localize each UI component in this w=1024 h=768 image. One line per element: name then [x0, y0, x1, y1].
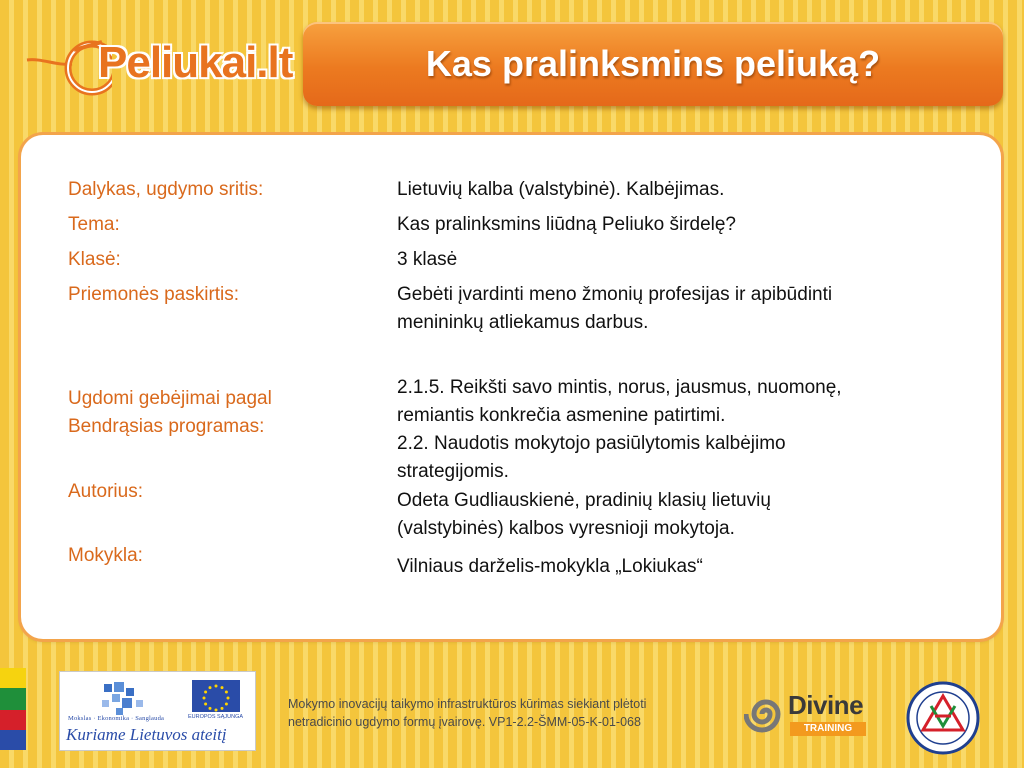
peliukai-logo[interactable]	[22, 30, 293, 100]
label-purpose: Priemonės paskirtis:	[68, 284, 240, 305]
value-author-line2: (valstybinės) kalbos vyresnioji mokytoja.	[397, 518, 735, 539]
value-author-line1: Odeta Gudliauskienė, pradinių klasių lietuvių	[397, 490, 771, 511]
label-grade: Klasė:	[68, 249, 121, 270]
title-bar	[303, 22, 1003, 106]
divine-text: Divine	[788, 690, 864, 720]
logo-text: Peliukai.lt	[98, 38, 293, 87]
value-skills-line1: 2.1.5. Reikšti savo mintis, norus, jausmus, nuomonę,	[397, 377, 842, 398]
flag-strip-yellow	[0, 668, 26, 688]
label-subject: Dalykas, ugdymo sritis:	[68, 179, 264, 200]
value-school: Vilniaus darželis-mokykla „Lokiukas“	[397, 556, 703, 577]
label-skills-line2: Bendrąsias programas:	[68, 416, 265, 437]
slogan-text: Kuriame Lietuvos ateitį	[66, 725, 227, 744]
label-topic: Tema:	[68, 214, 120, 235]
school-emblem-icon	[905, 680, 981, 756]
project-line1: Mokymo inovacijų taikymo infrastruktūros kūrimas siekiant plėtoti	[288, 697, 647, 711]
eu-flag-icon	[192, 680, 240, 712]
smm-text: Mokslas · Ekonomika · Sanglauda	[68, 715, 165, 722]
page-title: Kas pralinksmins peliuką?	[425, 43, 881, 84]
training-text: TRAINING	[790, 722, 866, 736]
value-skills-line3: 2.2. Naudotis mokytojo pasiūlytomis kalbėjimo	[397, 433, 786, 454]
spiral-icon	[744, 692, 788, 736]
value-subject: Lietuvių kalba (valstybinė). Kalbėjimas.	[397, 179, 725, 200]
label-skills-line1: Ugdomi gebėjimai pagal	[68, 388, 272, 409]
label-author: Autorius:	[68, 481, 143, 502]
value-topic: Kas pralinksmins liūdną Peliuko širdelę?	[397, 214, 737, 235]
info-card	[21, 135, 1001, 639]
divine-training-logo	[744, 690, 870, 740]
value-grade: 3 klasė	[397, 249, 458, 270]
project-line2: netradicinio ugdymo formų įvairovę. VP1-2.2-ŠMM-05-K-01-068	[288, 715, 641, 729]
eu-text: EUROPOS SĄJUNGA	[188, 714, 244, 720]
value-skills-line4: strategijomis.	[397, 461, 509, 482]
project-description	[288, 695, 708, 731]
value-purpose-line1: Gebėti įvardinti meno žmonių profesijas ir apibūdinti	[397, 284, 833, 305]
value-skills-line2: remiantis konkrečia asmenine patirtimi.	[397, 405, 726, 426]
smm-mosaic-icon	[94, 680, 154, 718]
eu-funding-logo	[59, 671, 256, 751]
flag-strip-red	[0, 710, 26, 730]
value-purpose-line2: menininkų atliekamus darbus.	[397, 312, 649, 333]
flag-strip-green	[0, 688, 26, 710]
flag-strip-blue	[0, 730, 26, 750]
label-school: Mokykla:	[68, 545, 143, 566]
